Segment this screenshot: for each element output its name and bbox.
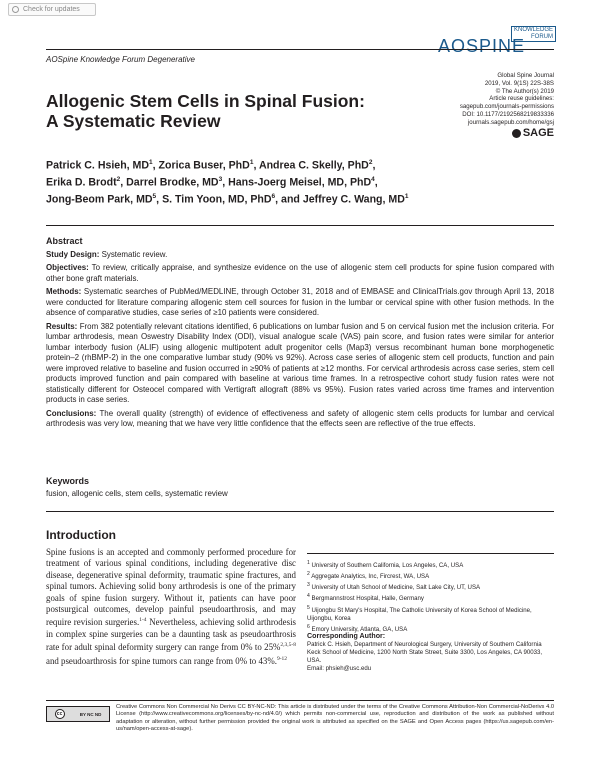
footer-rule <box>46 700 554 701</box>
keywords-heading: Keywords <box>46 476 90 486</box>
aospine-logo <box>438 24 556 64</box>
permissions-link[interactable]: sagepub.com/journals-permissions <box>459 103 554 111</box>
affiliations: $^1$ University of Southern California, Los Angeles, CA, USA $^2$ Aggregate Analytics, Inc, Fircrest, WA, USA $^3$ University of Utah School of Medicine, Salt Lake City, UT, USA $^4$ Bergmannstrost Hospital, Halle, Germany $^5$ Uijongbu St Mary's Hospital, The Catholic University of Korea School of Medicine, Uijongbu, Korea $^6$ Emory University, Atlanta, GA, USA <box>307 560 532 633</box>
keywords-list: fusion, allogenic cells, stem cells, systematic review <box>46 488 228 498</box>
keywords-rule <box>46 511 554 512</box>
conclusions: Conclusions: The overall quality (strength) of evidence of effectiveness and safety of allogenic stem cells products for lumbar and cervical arthrodesis was very low, meaning that we have very little confidence that the effects seen are reflective of the true effects. <box>46 408 554 428</box>
email-link[interactable]: Email: phsieh@usc.edu <box>307 665 372 673</box>
check-for-updates-badge[interactable] <box>8 3 96 16</box>
author-list: Patrick C. Hsieh, $MD^1$, Zorica Buser, PhD$^1$, Andrea C. Skelly, PhD$^2$, Erika D. Brodt$^2$, Darrel Brodke, $MD^3$, Hans-Joerg Meisel, MD, PhD$^4$, Jong-Beom Park, $MD^5$, S. Tim Yoon, MD, PhD$^6$, and Jeffrey C. Wang, $MD^1$ <box>46 159 409 206</box>
introduction-heading: Introduction <box>46 528 116 542</box>
introduction-body: Spine fusions is an accepted and commonly performed procedure for treatment of various spinal conditions, including degenerative disc disease, degenerative spinal deformity, traumatic spine fractures, and spinal tumors. Achieving solid bony arthrodesis is one of the primary goals of spine fusion surgery. Without it, patients can have poor postsurgical outcomes, develop painful pseudoarthrosis, and may require revision surgeries.$^{1-4}$ Nevertheless, achieving solid arthrodesis in complex spine surgeries can be a daunting task as pseudoarthrosis rate for adult spinal deformity surgery can range from 0% to 25%$^{2,3,5-8}$ and pseudoarthrosis for spine tumors can range from 0% to 43%.$^{9-12}$ <box>46 547 296 666</box>
logo-subtitle: KNOWLEDGE FORUM <box>511 26 556 42</box>
keywords <box>46 476 554 499</box>
badge-label: Check for updates <box>23 6 80 13</box>
license-text: Creative Commons Non Commercial No Derivs CC BY-NC-ND: This article is distributed under the terms of the Creative Commons Attribution-Non Commercial-NoDerivs 4.0 License (http://www.creativecommons.org/licenses/by-nc-nd/4.0/) which permits non-commercial use, reproduction and distribution of the work as published without adaptation or alteration, without further permission provided the original work is attributed as specified on the SAGE and Open Access pages (https://us.sagepub.com/en-us/nam/open-access-at-sage). <box>116 704 554 733</box>
journal-meta: Global Spine Journal 2019, Vol. 9(1S) 22S-38S © The Author(s) 2019 Article reuse guidelines: sagepub.com/journals-permissions DOI: 10.1177/2192568219833336 journals.sagepub.com/home/gsj <box>414 72 554 127</box>
sage-icon <box>512 129 521 138</box>
affiliations-rule <box>307 553 554 554</box>
journal-section-label: AOSpine Knowledge Forum Degenerative <box>46 55 195 64</box>
doi-link[interactable]: DOI: 10.1177/2192568219833336 <box>462 110 554 118</box>
article-title: Allogenic Stem Cells in Spinal Fusion: A Systematic Review <box>46 91 365 131</box>
journal-site-link[interactable]: journals.sagepub.com/home/gsj <box>467 118 554 126</box>
corresponding-author: Corresponding Author: Patrick C. Hsieh, Department of Neurological Surgery, University of Southern California Keck School of Medicine, 1200 North State Street, Suite 3300, Los Angeles, CA 90033, USA. Email: phsieh@usc.edu <box>307 632 554 673</box>
objectives: Objectives: To review, critically appraise, and synthesize evidence on the use of allogenic stem cell products for spine fusion compared with other bone graft materials. <box>46 263 554 283</box>
abstract-rule <box>46 225 554 226</box>
cc-license-badge: cc BY NC ND <box>46 706 110 722</box>
methods: Methods: Systematic searches of PubMed/MEDLINE, through October 31, 2018 and of EMBASE and ClinicalTrials.gov through April 13, 2018 were conducted for literature comparing allogenic stem cell sources for fusion in the lumbar or cervical spine with other fusion methods. In the absence of comparative studies, case series of ≥10 patients were considered. <box>46 287 554 317</box>
study-design: Study Design: Systematic review. <box>46 249 168 259</box>
abstract <box>46 236 554 433</box>
logo-main-text: AOSPINE <box>438 36 526 56</box>
sage-logo: SAGE <box>512 127 554 139</box>
header-rule <box>46 49 554 50</box>
update-icon <box>12 6 19 13</box>
results: Results: From 382 potentially relevant citations identified, 6 publications on lumbar fusion and 5 on cervical fusion met the inclusion criteria. For lumbar arthrodesis, mean Oswestry Disability Index (ODI), visual analogue scale (VAS) pain score, and fusion rates were similar for anterior lumbar interbody fusion (ALIF) using allogenic multipotent adult progenitor cells (Map3) versus recombinant human bone morphogenetic protein–2 (rhBMP-2) in the one comparative lumbar study (90% vs 92%). Across case series of allogenic stem cell products, function and pain were improved relative to baseline and fusion occurred in ≥90% of patients at ≥12 months. For cervical arthrodesis across case series, stem cell products improved function and pain compared with baseline at various time frames. In a retrospective cohort study fusion rates were not statistically different for Osteocel compared with Vertigraft allograft (88% vs 95%). Fusion rates varied across time frames and intervention products in case series. <box>46 321 554 404</box>
abstract-heading: Abstract <box>46 236 83 246</box>
